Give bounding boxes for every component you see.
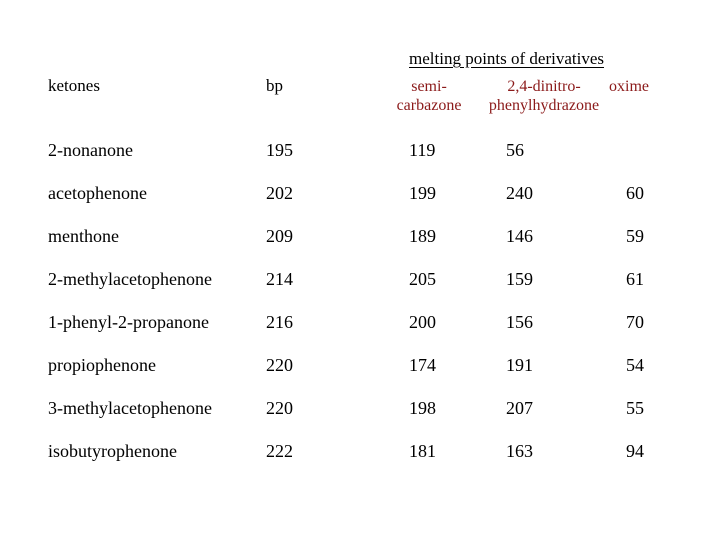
header-semicarbazone-line1: semi- bbox=[411, 78, 447, 95]
oxime-mp: 60 bbox=[626, 183, 644, 203]
table-row bbox=[0, 269, 720, 295]
dnp-mp: 56 bbox=[506, 140, 524, 160]
ketone-name: menthone bbox=[48, 226, 119, 246]
boiling-point: 222 bbox=[266, 441, 293, 461]
boiling-point: 195 bbox=[266, 140, 293, 160]
header-bp: bp bbox=[266, 76, 283, 95]
boiling-point: 220 bbox=[266, 398, 293, 418]
header-semicarbazone bbox=[384, 77, 474, 115]
semicarbazone-mp: 199 bbox=[409, 183, 436, 203]
boiling-point: 209 bbox=[266, 226, 293, 246]
oxime-mp: 94 bbox=[626, 441, 644, 461]
oxime-mp: 54 bbox=[626, 355, 644, 375]
oxime-mp: 59 bbox=[626, 226, 644, 246]
table-row bbox=[0, 355, 720, 381]
dnp-mp: 146 bbox=[506, 226, 533, 246]
boiling-point: 220 bbox=[266, 355, 293, 375]
semicarbazone-mp: 189 bbox=[409, 226, 436, 246]
table-row bbox=[0, 226, 720, 252]
semicarbazone-mp: 174 bbox=[409, 355, 436, 375]
derivatives-group-title: melting points of derivatives bbox=[409, 49, 604, 68]
oxime-mp: 61 bbox=[626, 269, 644, 289]
semicarbazone-mp: 205 bbox=[409, 269, 436, 289]
boiling-point: 214 bbox=[266, 269, 293, 289]
semicarbazone-mp: 198 bbox=[409, 398, 436, 418]
table-row bbox=[0, 183, 720, 209]
semicarbazone-mp: 181 bbox=[409, 441, 436, 461]
table-row bbox=[0, 140, 720, 166]
header-dnp bbox=[476, 77, 612, 115]
oxime-mp: 70 bbox=[626, 312, 644, 332]
header-oxime: oxime bbox=[609, 78, 649, 95]
oxime-mp: 55 bbox=[626, 398, 644, 418]
ketone-name: acetophenone bbox=[48, 183, 147, 203]
boiling-point: 202 bbox=[266, 183, 293, 203]
dnp-mp: 163 bbox=[506, 441, 533, 461]
ketone-name: isobutyrophenone bbox=[48, 441, 177, 461]
dnp-mp: 240 bbox=[506, 183, 533, 203]
semicarbazone-mp: 119 bbox=[409, 140, 436, 160]
semicarbazone-mp: 200 bbox=[409, 312, 436, 332]
dnp-mp: 156 bbox=[506, 312, 533, 332]
header-dnp-line1: 2,4-dinitro- bbox=[507, 78, 581, 95]
ketone-name: 1-phenyl-2-propanone bbox=[48, 312, 209, 332]
dnp-mp: 191 bbox=[506, 355, 533, 375]
header-ketones: ketones bbox=[48, 76, 100, 95]
ketone-name: 2-methylacetophenone bbox=[48, 269, 212, 289]
ketone-name: propiophenone bbox=[48, 355, 156, 375]
dnp-mp: 159 bbox=[506, 269, 533, 289]
ketone-name: 3-methylacetophenone bbox=[48, 398, 212, 418]
header-dnp-line2: phenylhydrazone bbox=[488, 97, 600, 114]
table-row bbox=[0, 398, 720, 424]
dnp-mp: 207 bbox=[506, 398, 533, 418]
header-semicarbazone-line2: carbazone bbox=[396, 97, 462, 114]
table-row bbox=[0, 312, 720, 338]
ketone-name: 2-nonanone bbox=[48, 140, 133, 160]
boiling-point: 216 bbox=[266, 312, 293, 332]
table-row bbox=[0, 441, 720, 467]
